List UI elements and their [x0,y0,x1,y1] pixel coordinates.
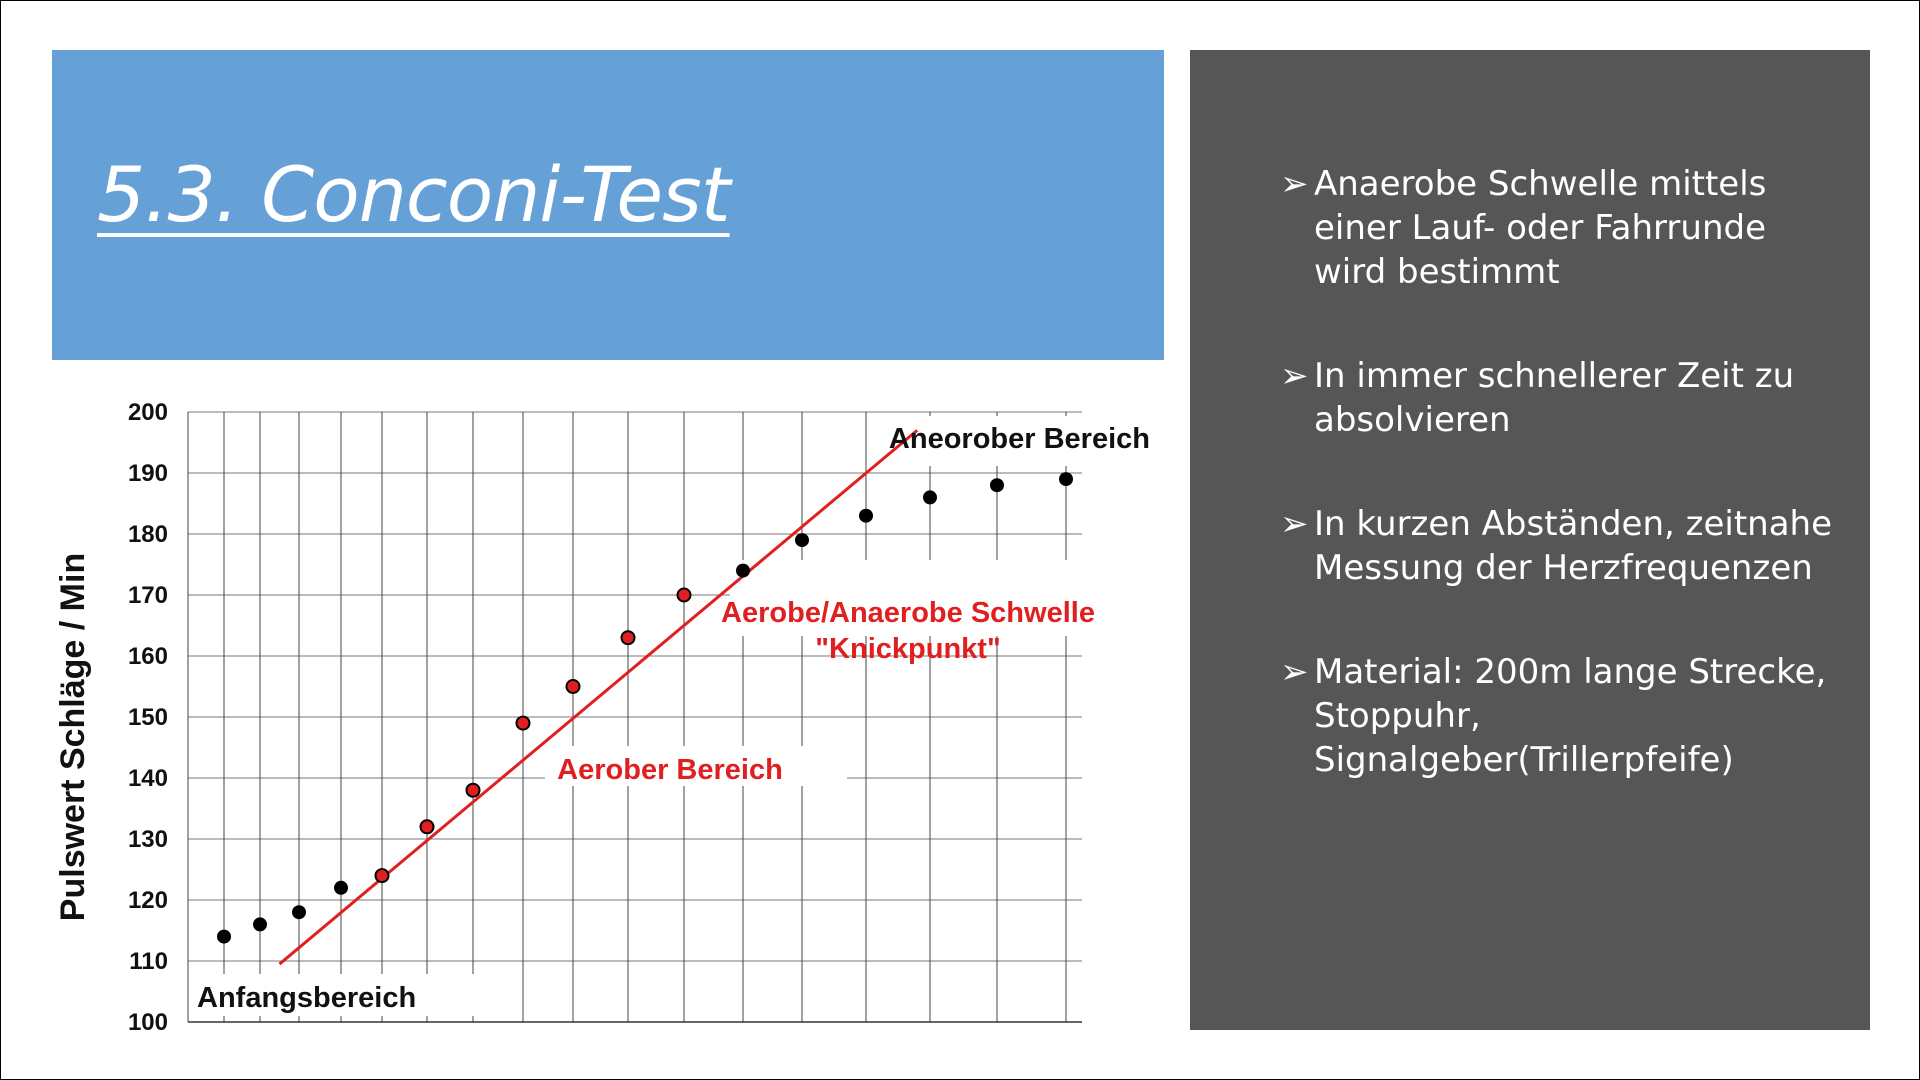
data-point-11 [678,589,691,602]
y-tick-label: 180 [127,521,168,548]
bullet-text: Anaerobe Schwelle mittels einer Lauf- oder Fahrrunde wird bestimmt [1314,164,1767,292]
data-point-16 [990,478,1004,492]
trend-line [280,430,918,964]
annotation-schwelle: Aerobe/Anaerobe Schwelle [721,597,1095,629]
y-tick-label: 200 [127,399,168,426]
annotation-anerober-bereich: Aneorober Bereich [888,423,1150,455]
y-tick-label: 160 [127,643,168,670]
title-banner [52,50,1164,360]
data-point-13 [795,533,809,547]
data-point-3 [292,905,306,919]
data-point-14 [859,509,873,523]
bullet-item [1280,650,1840,782]
y-tick-label: 100 [127,1009,168,1036]
data-point-5 [376,869,389,882]
annotation-knickpunkt: "Knickpunkt" [815,633,1001,665]
annotation-anfangsbereich: Anfangsbereich [197,982,417,1014]
data-point-9 [567,680,580,693]
data-point-6 [421,820,434,833]
bullet-text: In immer schnellerer Zeit zu absolvieren [1314,356,1795,440]
y-tick-label: 130 [127,826,168,853]
y-tick-label: 120 [127,887,168,914]
y-tick-label: 150 [127,704,168,731]
arrow-icon: ➢ [1280,356,1309,396]
data-point-10 [622,631,635,644]
bullet-item [1280,502,1840,590]
data-point-17 [1059,472,1073,486]
arrow-icon: ➢ [1280,652,1309,692]
data-point-7 [467,784,480,797]
data-point-4 [334,881,348,895]
data-point-2 [253,917,267,931]
y-tick-label: 140 [127,765,168,792]
data-point-1 [217,930,231,944]
conconi-chart [40,380,1160,1040]
slide-title: 5.3. Conconi-Test [97,150,730,239]
arrow-icon: ➢ [1280,164,1309,204]
data-point-8 [517,717,530,730]
y-tick-label: 170 [127,582,168,609]
arrow-icon: ➢ [1280,504,1309,544]
y-tick-label: 110 [129,948,168,975]
y-axis-label: Pulswert Schläge / Min [54,552,92,922]
info-panel [1190,50,1870,1030]
bullet-item [1280,354,1840,442]
bullet-text: In kurzen Abständen, zeitnahe Messung der Herzfrequenzen [1314,504,1833,588]
bullet-list [1280,162,1840,782]
bullet-text: Material: 200m lange Strecke, Stoppuhr, Signalgeber(Trillerpfeife) [1314,652,1827,780]
y-tick-label: 190 [127,460,168,487]
annotation-aerober-bereich: Aerober Bereich [557,754,783,786]
data-point-15 [923,490,937,504]
data-point-12 [736,564,750,578]
bullet-item [1280,162,1840,294]
